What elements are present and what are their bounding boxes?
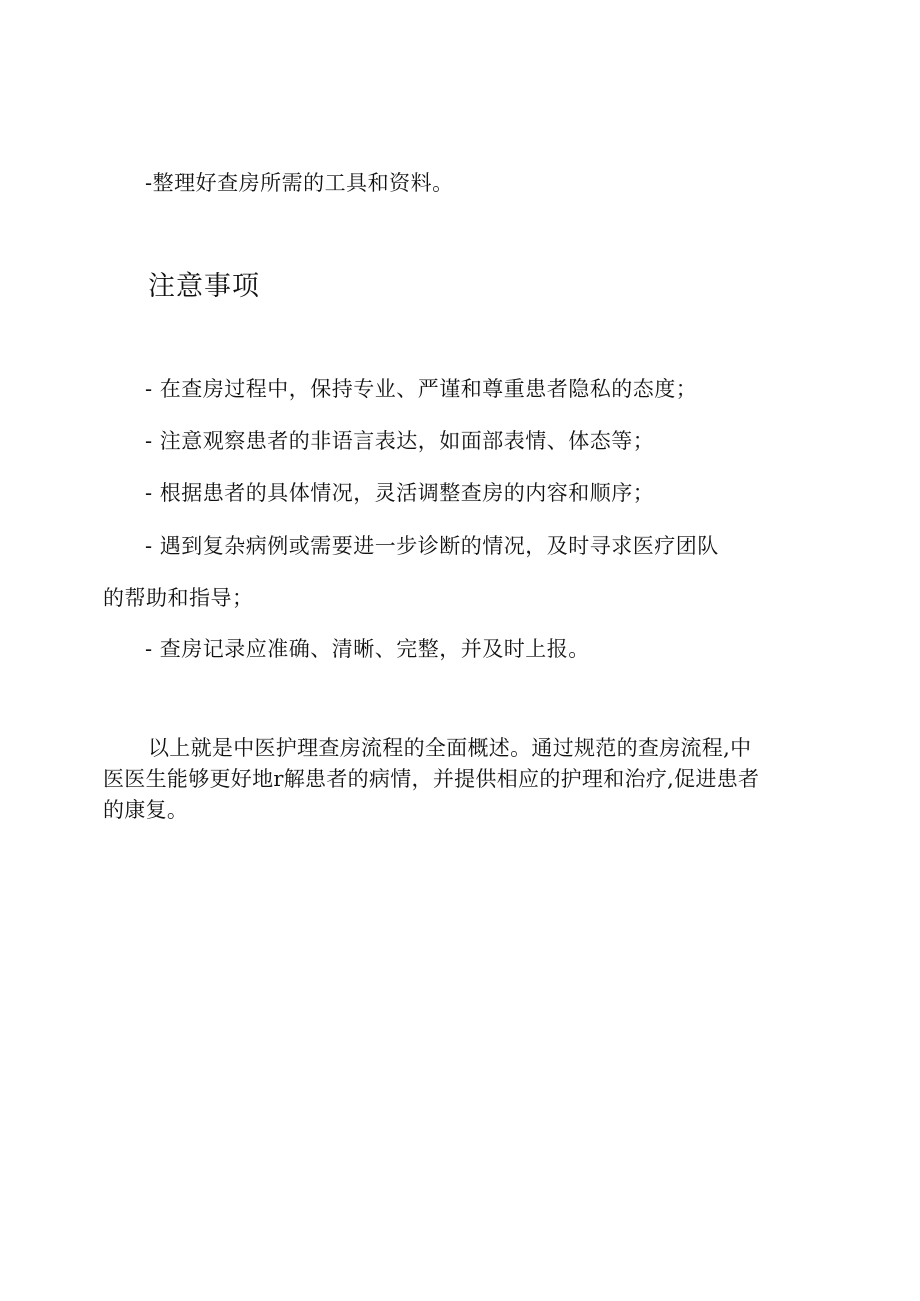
note-item-4: - 遇到复杂病例或需要进一步诊断的情况，及时寻求医疗团队 (145, 534, 719, 558)
note-item-3: - 根据患者的具体情况，灵活调整查房的内容和顺序； (145, 481, 655, 505)
summary-line-2: 医医生能够更好地r解患者的病情，并提供相应的护理和治疗,促进患者 (103, 767, 760, 791)
intro-item: -整理好查房所需的工具和资料。 (145, 171, 454, 195)
section-title: 注意事项 (148, 271, 260, 302)
note-item-4-continuation: 的帮助和指导； (103, 586, 254, 610)
note-item-2: - 注意观察患者的非语言表达，如面部表情、体态等； (145, 429, 655, 453)
summary-line-3: 的康复。 (103, 798, 189, 822)
summary-line-1: 以上就是中医护理查房流程的全面概述。通过规范的查房流程,中 (148, 736, 752, 760)
note-item-1: - 在查房过程中，保持专业、严谨和尊重患者隐私的态度； (145, 377, 698, 401)
note-item-5: - 查房记录应准确、清晰、完整，并及时上报。 (145, 637, 590, 661)
